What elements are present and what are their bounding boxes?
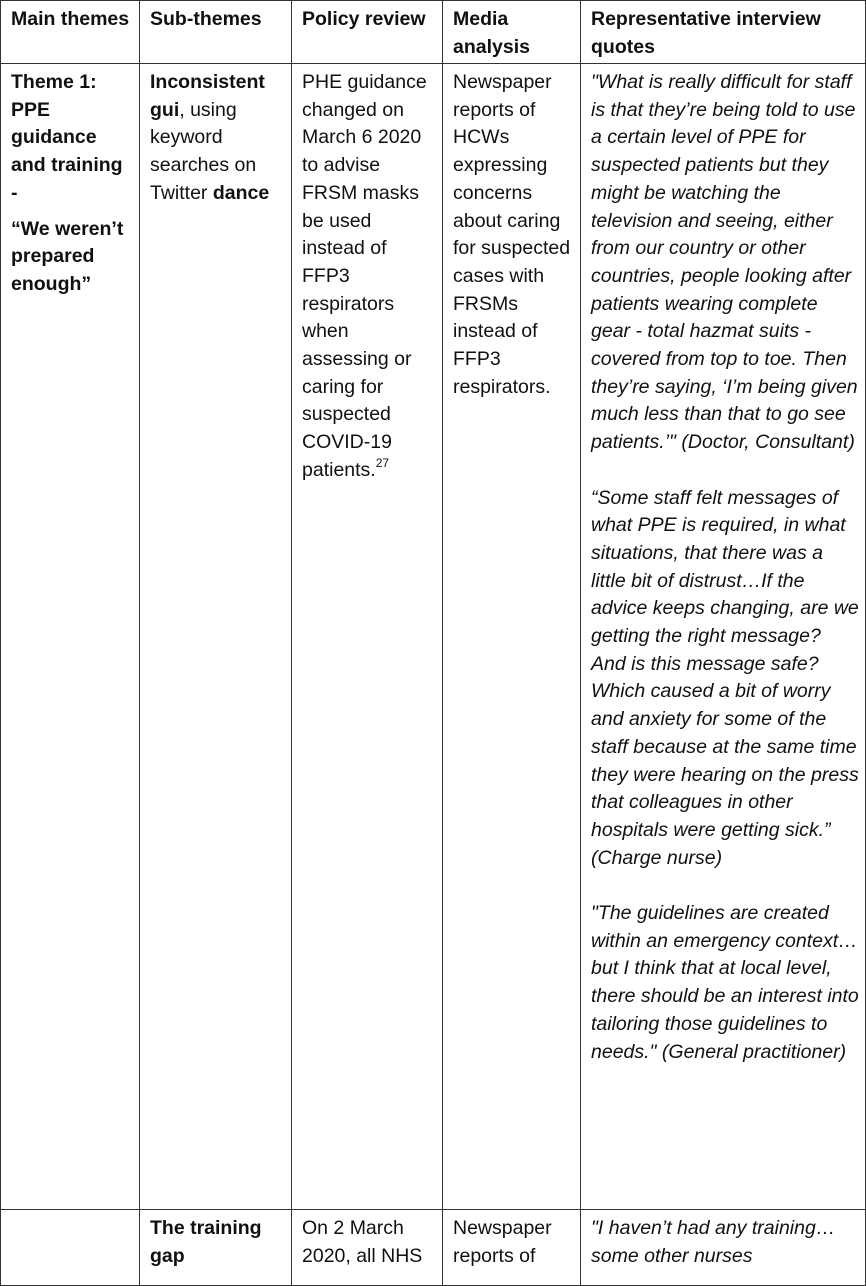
quote-text: “Some staff felt messages of what PPE is required, in what situations, that there was a little bit of distrust…If the advice keeps changing, are we getting the right message? And is this message safe? Which caused a bit of worry and anxiety for some of the staff because at the same time they were hearing on the press that colleagues in other hospitals were getting sick.” [591,486,859,841]
header-media-analysis: Media analysis [443,1,581,64]
sub-theme-cell: The training gap [140,1210,292,1286]
sub-theme-bold-2: dance [212,181,270,204]
quote-attribution: (Doctor, Consultant) [675,431,855,454]
sub-theme-bold-1: Inconsistent gui [150,71,265,121]
quote-text: "The guidelines are created within an emergency context…but I think that at local level, there should be an interest into tailoring those guidelines to needs." [591,902,859,1063]
quote-text: "What is really difficult for staff is that they’re being told to use a certain level of PPE for suspected patients but they might be watching the television and seeing, either from our country or other countries, people looking after patients wearing complete gear - total hazmat suits - covered from top to toe. Then they’re saying, ‘I’m being given much less than that to go see patients.’" [591,71,858,454]
header-row [1,1,866,64]
header-sub-themes: Sub-themes [140,1,292,64]
table-row [1,1210,866,1286]
header-quotes: Representative interview quotes [581,1,866,64]
header-policy-review: Policy review [292,1,443,64]
policy-text: PHE guidance changed on March 6 2020 to advise FRSM masks be used instead of FFP3 respirators when assessing or caring for suspected COVID-19 patients. [302,71,427,481]
policy-cell [292,64,443,1210]
quotes-cell [581,64,866,1210]
media-cell: Newspaper reports of HCWs expressing concerns about caring for suspected cases with FRSMs instead of FFP3 respirators. [443,64,581,1210]
theme-quote: “We weren’t prepared enough” [11,217,124,295]
media-cell: Newspaper reports of [443,1210,581,1286]
sub-theme-cell [140,64,292,1210]
quote-paragraph [591,485,859,873]
table-row [1,64,866,1210]
quote-paragraph [591,900,859,1066]
quote-paragraph [591,69,859,457]
sub-theme-text: , using keyword searches on Twitter [150,98,257,204]
theme-label: Theme 1: PPE guidance and training - [11,71,123,204]
quotes-cell: "I haven’t had any training…some other nurses [581,1210,866,1286]
policy-cell: On 2 March 2020, all NHS [292,1210,443,1286]
main-theme-cell [1,64,140,1210]
quote-attribution: (Charge nurse) [591,846,723,869]
policy-reference: 27 [375,455,390,470]
quote-attribution: (General practitioner) [656,1040,847,1063]
header-main-themes: Main themes [1,1,140,64]
main-theme-cell [1,1210,140,1286]
